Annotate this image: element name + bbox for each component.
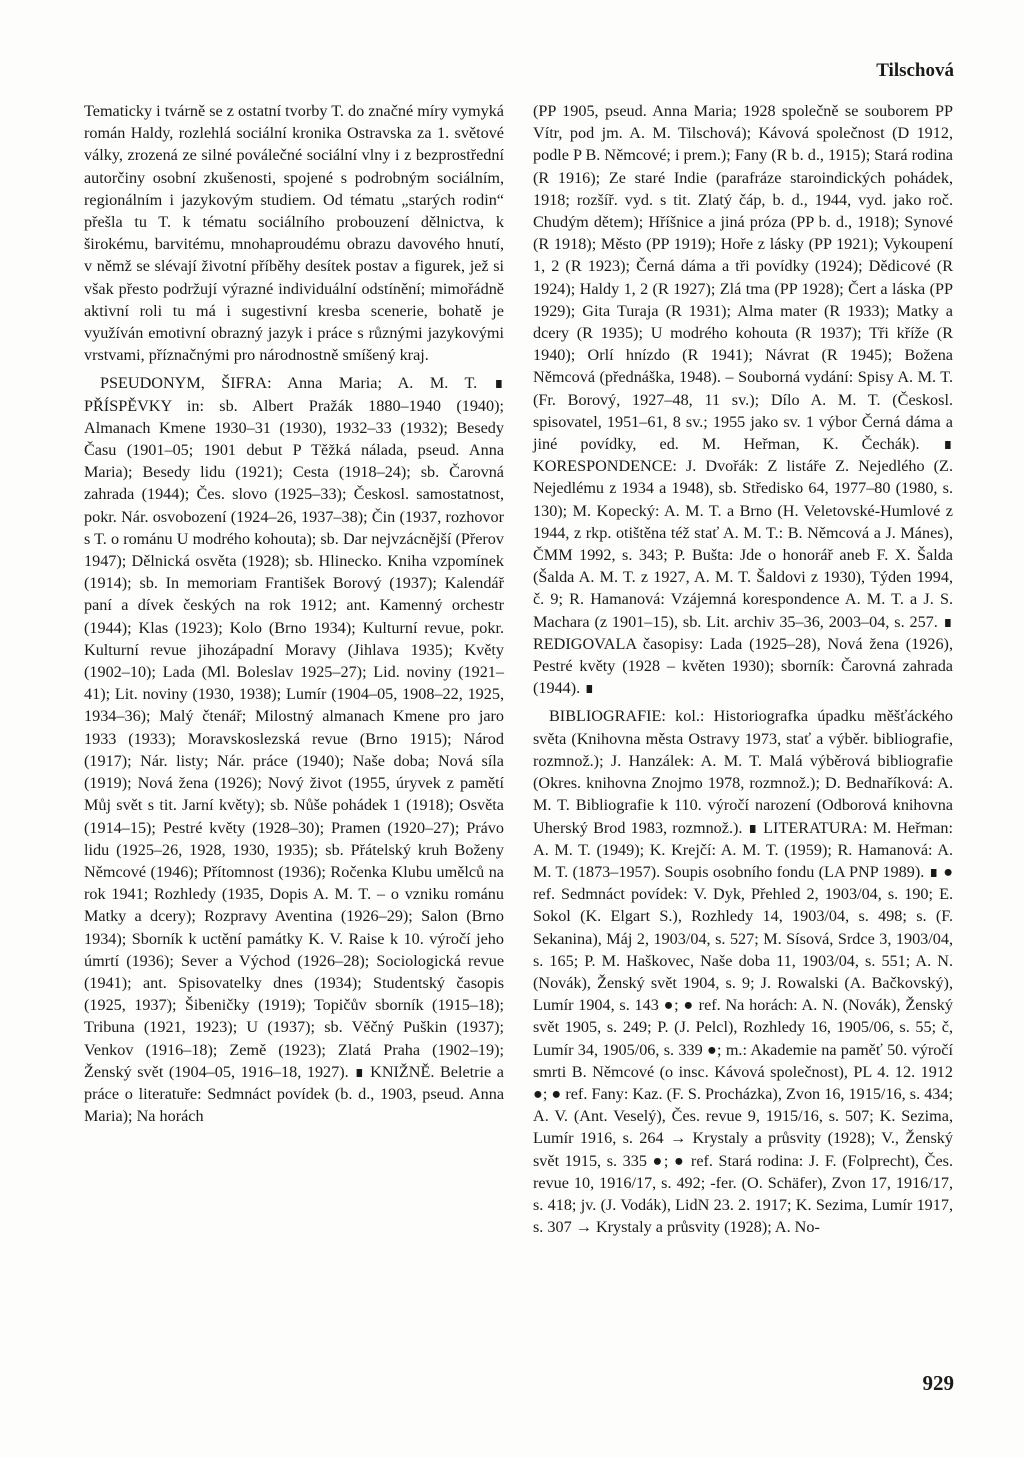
right-column bbox=[533, 100, 953, 1238]
page-number: 929 bbox=[922, 1371, 954, 1395]
references-paragraph: PSEUDONYM, ŠIFRA: Anna Maria; A. M. T. ∎ PŘÍSPĚVKY in: sb. Albert Pražák 1880–1940 (1940); Almanach Kmene 1930–31 (1930), 1932–33 (1932); Besedy Času (1901–05; 1901 debut P Těžká nálada, pseud. Anna Maria); Besedy lidu (1921); Cesta (1918–24); sb. Čarovná zahrada (1944); Čes. slovo (1925–33); Českosl. samostatnost, pokr. Nár. osvobození (1924–26, 1937–38); Čin (1937, rozhovor s T. o románu U modrého kohouta); sb. Dar nejvzácnější (Přerov 1947); Dělnická osvěta (1928); sb. Hlinecko. Kniha vzpomínek (1914); sb. In memoriam František Borový (1937); Kalendář paní a dívek českých na rok 1912; ant. Kamenný orchestr (1944); Klas (1923); Kolo (Brno 1934); Kulturní revue, pokr. Kulturní revue jihozápadní Moravy (Jihlava 1935); Květy (1902–10); Lada (Ml. Boleslav 1925–27); Lid. noviny (1921–41); Lit. noviny (1930, 1938); Lumír (1904–05, 1908–22, 1925, 1934–36); Malý čtenář; Milostný almanach Kmene pro jaro 1933 (1933); Moravskoslezská revue (Brno 1915); Národ (1917); Nár. listy; Nár. práce (1940); Naše doba; Nová síla (1919); Nová žena (1926); Nový život (1955, úryvek z pamětí Můj svět s tit. Jarní květy); sb. Nůše pohádek 1 (1918); Osvěta (1914–15); Pestré květy (1928–30); Pramen (1920–27); Právo lidu (1925–26, 1928, 1930, 1935); sb. Přátelský kruh Boženy Němcové (1946); Přítomnost (1936); Ročenka Klubu umělců na rok 1941; Rozhledy (1935, Dopis A. M. T. – o vzniku románu Matky a dcery); Rozpravy Aventina (1926–29); Salon (Brno 1934); Sborník k uctění památky K. V. Raise k 10. výročí jeho úmrtí (1936); Sever a Východ (1926–28); Sociologická revue (1941); ant. Spisovatelky dnes (1934); Studentský časopis (1925, 1937); Šibeničky (1919); Topičův sborník (1915–18); Tribuna (1921, 1923); U (1937); sb. Věčný Puškin (1937); Venkov (1916–18); Země (1923); Zlatá Praha (1902–19); Ženský svět (1904–05, 1916–18, 1927). ∎ KNIŽNĚ. Beletrie a práce o literatuře: Sedmnáct povídek (b. d., 1903, pseud. Anna Maria); Na horách bbox=[84, 374, 504, 1126]
works-paragraph: (PP 1905, pseud. Anna Maria; 1928 společně se souborem PP Vítr, pod jm. A. M. Tilschová); Kávová společnost (D 1912, podle P B. Němcové; i prem.); Fany (R b. d., 1915); Stará rodina (R 1916); Ze staré Indie (parafráze staroindických pohádek, 1918; rozšíř. vyd. s tit. Zlatý čáp, b. d., 1944, vyd. jako roč. Chudým dětem); Hříšnice a jiná próza (PP b. d., 1918); Synové (R 1918); Město (PP 1919); Hoře z lásky (PP 1921); Vykoupení 1, 2 (R 1923); Černá dáma a tři povídky (1924); Dědicové (R 1924); Haldy 1, 2 (R 1927); Zlá tma (PP 1928); Čert a láska (PP 1929); Gita Turaja (R 1931); Alma mater (R 1933); Matky a dcery (R 1935); U modrého kohouta (R 1937); Tři kříže (R 1940); Orlí hnízdo (R 1941); Návrat (R 1945); Božena Němcová (přednáška, 1948). – Souborná vydání: Spisy A. M. T. (Fr. Borový, 1927–48, 11 sv.); Dílo A. M. T. (Českosl. spisovatel, 1951–61, 8 sv.; 1955 jako sv. 1 výbor Černá dáma a jiné povídky, ed. M. Heřman, K. Čechák). ∎ KORESPONDENCE: J. Dvořák: Z listáře Z. Nejedlého (Z. Nejedlému z 1934 a 1948), sb. Středisko 64, 1977–80 (1980, s. 130); M. Kopecký: A. M. T. a Brno (H. Veletovské-Humlové z 1944, z rkp. otištěna též stať A. M. T.: B. Němcová a J. Mánes), ČMM 1992, s. 343; P. Bušta: Jde o honorář aneb F. X. Šalda (Šalda A. M. T. z 1927, A. M. T. Šaldovi z 1930), Týden 1994, č. 9; R. Hamanová: Vzájemná korespondence A. M. T. a J. S. Machara (z 1901–15), sb. Lit. archiv 35–36, 2003–04, s. 257. ∎ REDIGOVALA časopisy: Lada (1925–28), Nová žena (1926), Pestré květy (1928 – květen 1930); sborník: Čarovná zahrada (1944). ∎ bbox=[533, 102, 953, 698]
running-header: Tilschová bbox=[876, 60, 954, 81]
left-column bbox=[84, 100, 504, 1127]
body-paragraph: Tematicky i tvárně se z ostatní tvorby T. do značné míry vymyká román Haldy, rozlehlá sociální kronika Ostravska za 1. světové války, zrozená ze silné poválečné sociální vlny i z bezprostřední autorčiny osobní zkušenosti, spojené s podrobným sociálním, regionálním i jazykovým studiem. Od tématu „starých rodin“ přešla tu T. k tématu sociálního probouzení dělnictva, k širokému, barvitému, mnohaproudému obrazu davového hnutí, v němž se slévají životní příběhy desítek postav a figurek, jež si však přesto podržují výrazné individuální odstínění; mimořádně aktivní roli tu má i sugestivní kresba scenerie, bohatě je využíván emotivní obrazný jazyk i práce s různými jazykovými vrstvami, příznačnými pro národnostně smíšený kraj. bbox=[84, 102, 504, 365]
bibliography-paragraph: BIBLIOGRAFIE: kol.: Historiografka úpadku měšťáckého světa (Knihovna města Ostravy 1973, stať a výběr. bibliografie, rozmnož.); J. Hanzálek: A. M. T. Malá výběrová bibliografie (Okres. knihovna Znojmo 1978, rozmnož.); D. Bednaříková: A. M. T. Bibliografie k 110. výročí narození (Odborová knihovna Uherský Brod 1983, rozmnož.). ∎ LITERATURA: M. Heřman: A. M. T. (1949); K. Krejčí: A. M. T. (1959); R. Hamanová: A. M. T. (1873–1957). Soupis osobního fondu (LA PNP 1989). ∎ ● ref. Sedmnáct povídek: V. Dyk, Přehled 2, 1903/04, s. 190; E. Sokol (K. Elgart S.), Rozhledy 14, 1903/04, s. 498; s. (F. Sekanina), Máj 2, 1903/04, s. 527; M. Sísová, Srdce 3, 1903/04, s. 165; P. M. Haškovec, Naše doba 11, 1903/04, s. 551; A. N. (Novák), Ženský svět 1904, s. 9; J. Rowalski (A. Bačkovský), Lumír 1904, s. 143 ●; ● ref. Na horách: A. N. (Novák), Ženský svět 1905, s. 249; P. (J. Pelcl), Rozhledy 16, 1905/06, s. 55; č, Lumír 34, 1905/06, s. 339 ●; m.: Akademie na paměť 50. výročí smrti B. Němcové (o insc. Kávová společnost), PL 4. 12. 1912 ●; ● ref. Fany: Kaz. (F. S. Procházka), Zvon 16, 1915/16, s. 434; A. V. (Ant. Veselý), Čes. revue 9, 1915/16, s. 507; K. Sezima, Lumír 1916, s. 264 → Krystaly a průsvity (1928); V., Ženský svět 1915, s. 335 ●; ● ref. Stará rodina: J. F. (Folprecht), Čes. revue 10, 1916/17, s. 492; -fer. (O. Schäfer), Zvon 17, 1916/17, s. 418; jv. (J. Vodák), LidN 23. 2. 1917; K. Sezima, Lumír 1917, s. 307 → Krystaly a průsvity (1928); A. No- bbox=[533, 707, 953, 1237]
